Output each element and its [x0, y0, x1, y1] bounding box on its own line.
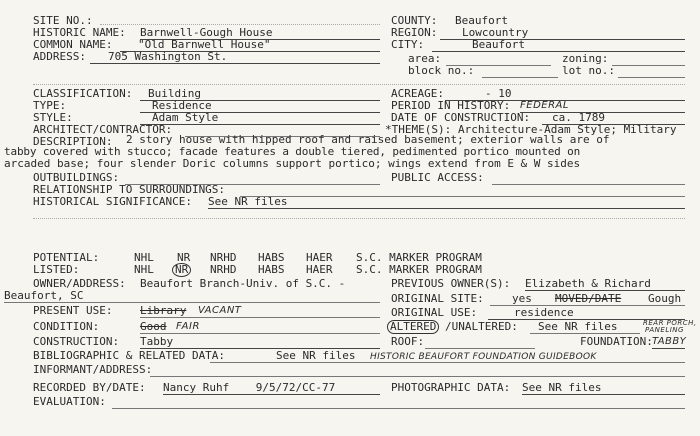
- potential-haer: HAER: [306, 251, 333, 264]
- bibliographic-label: BIBLIOGRAPHIC & RELATED DATA:: [33, 349, 226, 362]
- acreage-label: ACREAGE:: [391, 87, 444, 100]
- present-use-line: [140, 317, 380, 318]
- architect-label: ARCHITECT/CONTRACTOR:: [33, 123, 173, 136]
- original-use-label: ORIGINAL USE:: [391, 306, 478, 319]
- original-site-moved: MOVED/DATE: [555, 292, 622, 305]
- listed-sc-marker: S.C. MARKER PROGRAM: [356, 263, 482, 276]
- county-value: Beaufort: [455, 14, 508, 27]
- listed-nrhd: NRHD: [210, 263, 237, 276]
- zoning-line: [612, 65, 685, 66]
- informant-label: INFORMANT/ADDRESS:: [33, 363, 153, 376]
- significance-label: HISTORICAL SIGNIFICANCE:: [33, 195, 192, 208]
- description-line-2: tabby covered with stucco; facade features a double tiered, pedimented portico mounted on: [4, 145, 581, 158]
- address-label: ADDRESS:: [33, 50, 86, 63]
- period-value: FEDERAL: [520, 100, 685, 113]
- roof-label: ROOF:: [391, 335, 425, 348]
- relationship-label: RELATIONSHIP TO SURROUNDINGS:: [33, 183, 226, 196]
- listed-habs: HABS: [258, 263, 285, 276]
- original-site-yes: yes: [512, 292, 532, 305]
- condition-struck: Good: [140, 320, 167, 333]
- historic-name-label: HISTORIC NAME:: [33, 26, 126, 39]
- county-label: COUNTY:: [391, 14, 438, 27]
- description-line-1: 2 story house with hipped roof and raised basement; exterior walls are of: [126, 133, 610, 146]
- bibliographic-value-2: HISTORIC BEAUFORT FOUNDATION GUIDEBOOK: [370, 352, 597, 362]
- type-value: Residence: [140, 100, 380, 113]
- common-name-value: "Old Barnwell House": [120, 39, 380, 52]
- divider: [33, 218, 685, 219]
- public-access-label: PUBLIC ACCESS:: [391, 171, 484, 184]
- divider: [33, 84, 685, 85]
- owner-address-line: [4, 302, 380, 303]
- previous-owners-label: PREVIOUS OWNER(S):: [391, 277, 511, 290]
- present-use-value: VACANT: [198, 305, 242, 316]
- type-label: TYPE:: [33, 99, 67, 112]
- potential-nhl: NHL: [134, 251, 154, 264]
- themes-label: *THEME(S):: [385, 123, 452, 136]
- original-use-value: residence: [488, 307, 685, 320]
- previous-owners-value: Elizabeth & Richard: [525, 278, 685, 291]
- classification-label: CLASSIFICATION:: [33, 87, 133, 100]
- region-label: REGION:: [391, 26, 438, 39]
- block-label: block no.:: [408, 64, 475, 77]
- evaluation-line: [112, 408, 685, 409]
- condition-line: [140, 333, 380, 334]
- original-site-label: ORIGINAL SITE:: [391, 292, 484, 305]
- significance-value: See NR files: [208, 196, 685, 209]
- style-label: STYLE:: [33, 111, 73, 124]
- city-label: CITY:: [391, 38, 425, 51]
- unaltered-label: /UNALTERED:: [445, 320, 518, 333]
- foundation-value: TABBY: [652, 336, 687, 347]
- altered-value: See NR files: [538, 320, 618, 333]
- listed-haer: HAER: [306, 263, 333, 276]
- acreage-value: - 10: [445, 88, 685, 101]
- potential-nrhd: NRHD: [210, 251, 237, 264]
- present-use-label: PRESENT USE:: [33, 304, 113, 317]
- city-value: Beaufort: [432, 39, 685, 52]
- classification-value: Building: [140, 88, 380, 101]
- outbuildings-label: OUTBUILDINGS:: [33, 171, 120, 184]
- owner-address-label: OWNER/ADDRESS:: [33, 277, 126, 290]
- photographic-value: See NR files: [522, 382, 685, 395]
- altered-note-2: PANELING: [645, 326, 684, 334]
- description-line-3: arcaded base; four slender Doric columns support portico; wings extend from E & W sides: [4, 157, 581, 170]
- potential-sc-marker: S.C. MARKER PROGRAM: [356, 251, 482, 264]
- original-site-value: Gough: [648, 292, 682, 305]
- potential-label: POTENTIAL:: [33, 251, 100, 264]
- altered-circled: ALTERED: [387, 320, 439, 334]
- region-value: Lowcountry: [440, 27, 685, 40]
- present-use-struck: Library: [140, 304, 187, 317]
- evaluation-label: EVALUATION:: [33, 395, 106, 408]
- roof-line: [425, 348, 535, 349]
- informant-line: [150, 376, 685, 377]
- bibliographic-value: See NR files: [276, 349, 356, 362]
- listed-nr-circled: NR: [172, 263, 191, 277]
- style-value: Adam Style: [140, 112, 380, 125]
- potential-habs: HABS: [258, 251, 285, 264]
- recorded-label: RECORDED BY/DATE:: [33, 381, 146, 394]
- owner-address-value-2: Beaufort, SC: [4, 289, 84, 302]
- common-name-label: COMMON NAME:: [33, 38, 113, 51]
- altered-line: [530, 333, 640, 334]
- area-label: area:: [408, 52, 442, 65]
- lot-label: lot no.:: [562, 64, 615, 77]
- address-value: 705 Washington St.: [90, 51, 380, 64]
- construction-label: CONSTRUCTION:: [33, 335, 120, 348]
- construction-date-label: DATE OF CONSTRUCTION:: [391, 111, 531, 124]
- listed-label: LISTED:: [33, 263, 80, 276]
- zoning-label: zoning:: [562, 52, 609, 65]
- altered-note-1: REAR PORCH,: [643, 319, 697, 327]
- condition-value: FAIR: [176, 321, 200, 332]
- themes-value: Architecture-Adam Style; Military: [458, 123, 677, 136]
- foundation-label: FOUNDATION:: [580, 335, 653, 348]
- block-line: [482, 77, 558, 78]
- recorded-value: Nancy Ruhf 9/5/72/CC-77: [163, 382, 380, 395]
- construction-date-value: ca. 1789: [542, 112, 685, 125]
- listed-nhl: NHL: [134, 263, 154, 276]
- photographic-label: PHOTOGRAPHIC DATA:: [391, 381, 511, 394]
- construction-value: Tabby: [140, 336, 380, 349]
- lot-line: [618, 77, 685, 78]
- site-no-line: [100, 24, 380, 25]
- public-access-line: [492, 184, 685, 185]
- potential-nr: NR: [177, 251, 191, 264]
- historic-name-value: Barnwell-Gough House: [140, 27, 380, 40]
- description-label: DESCRIPTION:: [33, 135, 113, 148]
- period-label: PERIOD IN HISTORY:: [391, 99, 511, 112]
- site-no-label: SITE NO.:: [33, 14, 93, 27]
- condition-label: CONDITION:: [33, 320, 100, 333]
- bibliographic-line: [210, 362, 685, 363]
- owner-address-value: Beaufort Branch-Univ. of S.C. -: [140, 277, 346, 290]
